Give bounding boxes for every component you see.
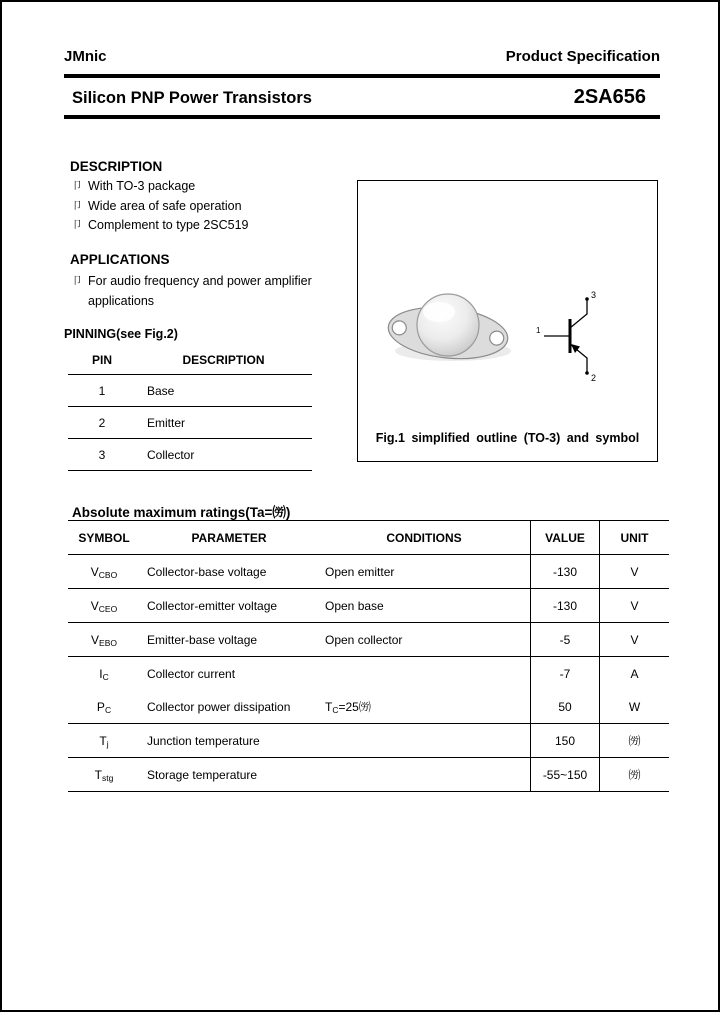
table-row	[68, 589, 669, 623]
base-pin-label: 1	[536, 326, 541, 335]
transistor-symbol	[536, 290, 596, 383]
title-row	[64, 86, 660, 109]
conditions-cell: Open base	[319, 589, 531, 623]
unit-cell: V	[600, 555, 670, 589]
parameter-cell: Junction temperature	[140, 724, 319, 758]
conditions-cell	[319, 657, 531, 691]
list-item-text: For audio frequency and power amplifier applications	[88, 274, 312, 308]
bullet-icon: 卩	[72, 220, 82, 231]
unit-cell: ㈸	[600, 758, 670, 792]
conditions-cell	[319, 758, 531, 792]
conditions-column-header: CONDITIONS	[319, 521, 531, 555]
pinning-table	[68, 346, 312, 471]
symbol-cell: $V_{EBO}$	[68, 623, 140, 657]
unit-cell: V	[600, 589, 670, 623]
pin-number: 3	[68, 439, 136, 471]
table-row	[68, 724, 669, 758]
conditions-cell: Open collector	[319, 623, 531, 657]
applications-heading: APPLICATIONS	[70, 252, 170, 267]
description-column-header: DESCRIPTION	[136, 346, 312, 375]
symbol-column-header: SYMBOL	[68, 521, 140, 555]
pinning-heading: PINNING(see Fig.2)	[64, 327, 178, 341]
part-number: 2SA656	[573, 86, 646, 108]
unit-cell: V	[600, 623, 670, 657]
value-cell: 150	[531, 724, 600, 758]
symbol-cell: $T_{stg}$	[68, 758, 140, 792]
parameter-cell: Collector-emitter voltage	[140, 589, 319, 623]
parameter-cell: Collector power dissipation	[140, 690, 319, 724]
list-item-text: Wide area of safe operation	[88, 198, 242, 213]
list-item	[72, 197, 328, 217]
table-row	[68, 439, 312, 471]
table-row	[68, 690, 669, 724]
value-cell: -55~150	[531, 758, 600, 792]
figure-drawing	[358, 181, 657, 461]
list-item-text: Complement to type 2SC519	[88, 218, 249, 232]
list-item	[72, 272, 328, 311]
table-row	[68, 375, 312, 407]
pinning-header-row	[68, 346, 312, 375]
ratings-table	[68, 520, 669, 792]
title-rule	[64, 115, 660, 119]
conditions-cell: Open emitter	[319, 555, 531, 589]
description-heading: DESCRIPTION	[70, 159, 163, 174]
unit-cell: A	[600, 657, 670, 691]
list-item-text: With TO-3 package	[88, 179, 196, 193]
pin-number: 1	[68, 375, 136, 407]
page-header	[64, 48, 660, 65]
spec-label: Product Specification	[505, 48, 660, 65]
pin-description: Emitter	[136, 407, 312, 439]
symbol-cell: $I_C$	[99, 666, 109, 682]
value-cell: -130	[531, 589, 600, 623]
bullet-icon: 卩	[72, 276, 82, 287]
unit-cell: W	[600, 690, 670, 724]
bullet-icon: 卩	[72, 181, 82, 192]
value-cell: -7	[531, 657, 600, 691]
value-cell: -5	[531, 623, 600, 657]
ratings-header-row	[68, 521, 669, 555]
parameter-cell: Storage temperature	[140, 758, 319, 792]
to3-package-drawing	[386, 294, 511, 364]
table-row	[68, 758, 669, 792]
symbol-cell: $P_C$	[68, 690, 140, 724]
pin-column-header: PIN	[68, 346, 136, 375]
bullet-icon: 卩	[72, 200, 82, 212]
emitter-pin-label: 2	[591, 373, 597, 383]
value-cell: -130	[531, 555, 600, 589]
description-list	[72, 177, 328, 236]
header-rule	[64, 74, 660, 78]
figure-caption: Fig.1 simplified outline (TO-3) and symbol	[375, 431, 640, 445]
parameter-cell: Collector-base voltage	[140, 555, 319, 589]
pin-description: Collector	[136, 439, 312, 471]
value-cell: 50	[531, 690, 600, 724]
applications-list	[72, 272, 328, 311]
table-row	[68, 555, 669, 589]
pin-description: Base	[136, 375, 312, 407]
conditions-cell	[319, 724, 531, 758]
figure-box	[357, 180, 658, 462]
symbol-cell: $V_{CEO}$	[68, 589, 140, 623]
symbol-cell: $T_j$	[68, 724, 140, 758]
ratings-heading: Absolute maximum ratings(Ta=㈸)	[72, 505, 291, 520]
parameter-column-header: PARAMETER	[140, 521, 319, 555]
list-item	[72, 216, 328, 236]
table-row	[68, 623, 669, 657]
product-title: Silicon PNP Power Transistors	[72, 89, 312, 107]
unit-column-header: UNIT	[600, 521, 670, 555]
symbol-cell: $V_{CBO}$	[68, 555, 140, 589]
parameter-cell: Emitter-base voltage	[140, 623, 319, 657]
conditions-cell: $T_C=25㈸$	[319, 690, 531, 724]
parameter-cell: Collector current	[147, 666, 236, 681]
brand-name: JMnic	[64, 48, 107, 65]
unit-cell: ㈸	[600, 724, 670, 758]
collector-pin-label: 3	[591, 290, 597, 300]
pin-number: 2	[68, 407, 136, 439]
table-row	[68, 407, 312, 439]
list-item	[72, 177, 328, 197]
table-row	[68, 657, 669, 691]
value-column-header: VALUE	[531, 521, 600, 555]
